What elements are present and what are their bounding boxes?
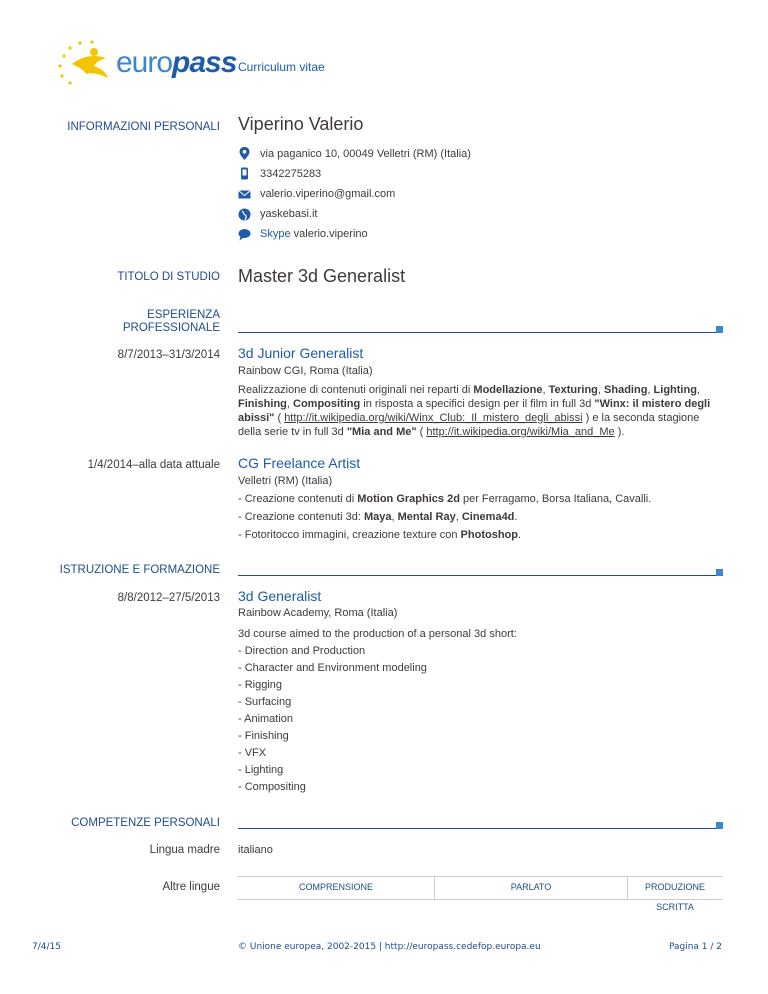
edu-intro: 3d course aimed to the production of a personal 3d short: bbox=[238, 628, 517, 640]
edu-title: 3d Generalist bbox=[238, 588, 322, 604]
edu-school: Rainbow Academy, Roma (Italia) bbox=[238, 607, 398, 619]
logo-pass-text: pass bbox=[172, 46, 237, 79]
website-text[interactable]: yaskebasi.it bbox=[260, 208, 318, 220]
section-label-degree: TITOLO DI STUDIO bbox=[117, 271, 220, 283]
section-label-education: ISTRUZIONE E FORMAZIONE bbox=[59, 564, 220, 576]
job1-dates: 8/7/2013–31/3/2014 bbox=[117, 349, 220, 361]
section-marker-education bbox=[716, 569, 723, 576]
job2-title: CG Freelance Artist bbox=[238, 455, 361, 471]
col-comprehension: COMPRENSIONE bbox=[298, 882, 373, 892]
section-marker-experience bbox=[716, 326, 723, 333]
job1-link-winx[interactable]: http://it.wikipedia.org/wiki/Winx_Club:_Il_mistero_degli_abissi bbox=[284, 412, 583, 424]
phone-text[interactable]: 3342275283 bbox=[260, 168, 322, 180]
edu-item: - Animation bbox=[238, 713, 294, 725]
job2-line-1: - Creazione contenuti di Motion Graphics 2d per Ferragamo, Borsa Italiana, Cavalli. bbox=[238, 493, 652, 505]
col-writing: PRODUZIONE SCRITTA bbox=[644, 882, 705, 912]
skype-label: Skype bbox=[260, 228, 291, 240]
edu-item: - Surfacing bbox=[238, 696, 292, 708]
section-label-personal: INFORMAZIONI PERSONALI bbox=[67, 121, 220, 133]
degree-value: Master 3d Generalist bbox=[238, 266, 406, 286]
other-languages-label: Altre lingue bbox=[162, 881, 220, 893]
address-text: via paganico 10, 00049 Velletri (RM) (Italia) bbox=[260, 148, 471, 160]
edu-item: - Lighting bbox=[238, 764, 284, 776]
footer-copyright[interactable]: © Unione europea, 2002-2015 | http://europass.cedefop.europa.eu bbox=[238, 942, 541, 952]
person-name: Viperino Valerio bbox=[238, 114, 364, 134]
edu-dates: 8/8/2012–27/5/2013 bbox=[117, 592, 220, 604]
edu-item: - Finishing bbox=[238, 730, 289, 742]
job2-line-2: - Creazione contenuti 3d: Maya, Mental Ray, Cinema4d. bbox=[238, 511, 518, 523]
edu-item: - Character and Environment modeling bbox=[238, 662, 427, 674]
edu-item: - Compositing bbox=[238, 781, 306, 793]
website-globe-icon bbox=[238, 208, 251, 221]
location-icon bbox=[238, 147, 251, 160]
skype-line bbox=[260, 228, 368, 240]
job2-dates: 1/4/2014–alla data attuale bbox=[87, 459, 220, 471]
job1-description: Realizzazione di contenuti originali nei reparti di Modellazione, Texturing, Shading, Lighting, Finishing, Compositing in risposta a specifici design per il film in full 3d "Winx: il mistero degli abissi" ( http://it.wikipedia.org/wiki/Winx_Club:_Il_mistero_degli_abissi ) e la seconda stagione della serie tv in full 3d "Mia and Me" ( http://it.wikipedia.org/wiki/Mia_and_Me ). bbox=[238, 384, 711, 438]
job2-employer: Velletri (RM) (Italia) bbox=[238, 475, 333, 487]
col-speaking: PARLATO bbox=[510, 882, 552, 892]
doc-title: Curriculum vitae bbox=[238, 60, 325, 74]
job1-employer: Rainbow CGI, Roma (Italia) bbox=[238, 365, 373, 377]
footer-page-number: Pagina 1 / 2 bbox=[668, 942, 722, 952]
job1-title: 3d Junior Generalist bbox=[238, 345, 364, 361]
job2-line-3: - Fotoritocco immagini, creazione texture con Photoshop. bbox=[238, 529, 522, 541]
mother-tongue-label: Lingua madre bbox=[149, 844, 220, 856]
skype-id: valerio.viperino bbox=[293, 228, 368, 240]
job1-link-mia[interactable]: http://it.wikipedia.org/wiki/Mia_and_Me bbox=[426, 426, 615, 438]
edu-item: - VFX bbox=[238, 747, 267, 759]
logo-euro-text: euro bbox=[116, 46, 173, 79]
section-marker-skills bbox=[716, 822, 723, 829]
mother-tongue-value: italiano bbox=[238, 844, 273, 856]
section-label-experience-1: ESPERIENZA bbox=[147, 309, 220, 321]
section-label-skills: COMPETENZE PERSONALI bbox=[71, 817, 220, 829]
europass-logo bbox=[50, 38, 250, 88]
edu-item: - Direction and Production bbox=[238, 645, 366, 657]
edu-item: - Rigging bbox=[238, 679, 283, 691]
email-text[interactable]: valerio.viperino@gmail.com bbox=[260, 188, 396, 200]
section-divider-skills bbox=[238, 828, 722, 829]
section-divider-education bbox=[238, 575, 722, 576]
email-envelope-icon bbox=[238, 188, 251, 201]
section-divider-experience bbox=[238, 332, 722, 333]
languages-table-header bbox=[238, 876, 722, 912]
footer-date: 7/4/15 bbox=[32, 942, 61, 952]
mobile-phone-icon bbox=[238, 167, 251, 180]
chat-bubble-icon bbox=[238, 228, 251, 241]
section-label-experience-2: PROFESSIONALE bbox=[122, 322, 220, 334]
